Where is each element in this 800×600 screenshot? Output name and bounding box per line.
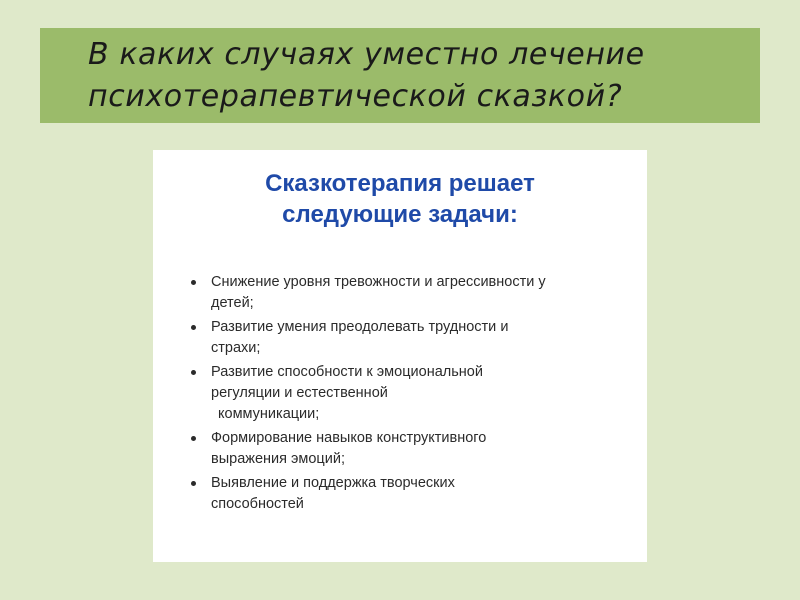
slide-title-line-2: психотерапевтической сказкой? bbox=[88, 79, 623, 114]
list-item-text: Развитие умения преодолевать трудности и bbox=[211, 319, 509, 335]
list-item bbox=[191, 272, 611, 314]
list-item-text: страхи; bbox=[211, 340, 261, 356]
list-item-text: коммуникации; bbox=[218, 406, 320, 422]
list-item-text: детей; bbox=[211, 295, 254, 311]
list-item bbox=[191, 473, 611, 515]
bullet-icon bbox=[191, 370, 196, 375]
card-heading-line-2: следующие задачи: bbox=[282, 201, 518, 228]
bullet-icon bbox=[191, 325, 196, 330]
slide-title-line-1: В каких случаях уместно лечение bbox=[88, 37, 645, 72]
card-heading bbox=[153, 168, 647, 230]
list-item-text: выражения эмоций; bbox=[211, 451, 345, 467]
list-item-text: Выявление и поддержка творческих bbox=[211, 475, 455, 491]
content-card bbox=[153, 150, 647, 562]
bullet-icon bbox=[191, 481, 196, 486]
list-item bbox=[191, 362, 611, 425]
title-banner bbox=[40, 28, 760, 123]
list-item-text: способностей bbox=[211, 496, 304, 512]
card-heading-line-1: Сказкотерапия решает bbox=[265, 170, 535, 197]
list-item-text: регуляции и естественной bbox=[211, 385, 388, 401]
task-list bbox=[191, 272, 611, 518]
list-item-text: Снижение уровня тревожности и агрессивности у bbox=[211, 274, 546, 290]
list-item-text: Развитие способности к эмоциональной bbox=[211, 364, 483, 380]
bullet-icon bbox=[191, 436, 196, 441]
list-item bbox=[191, 428, 611, 470]
bullet-icon bbox=[191, 280, 196, 285]
list-item bbox=[191, 317, 611, 359]
list-item-text: Формирование навыков конструктивного bbox=[211, 430, 487, 446]
